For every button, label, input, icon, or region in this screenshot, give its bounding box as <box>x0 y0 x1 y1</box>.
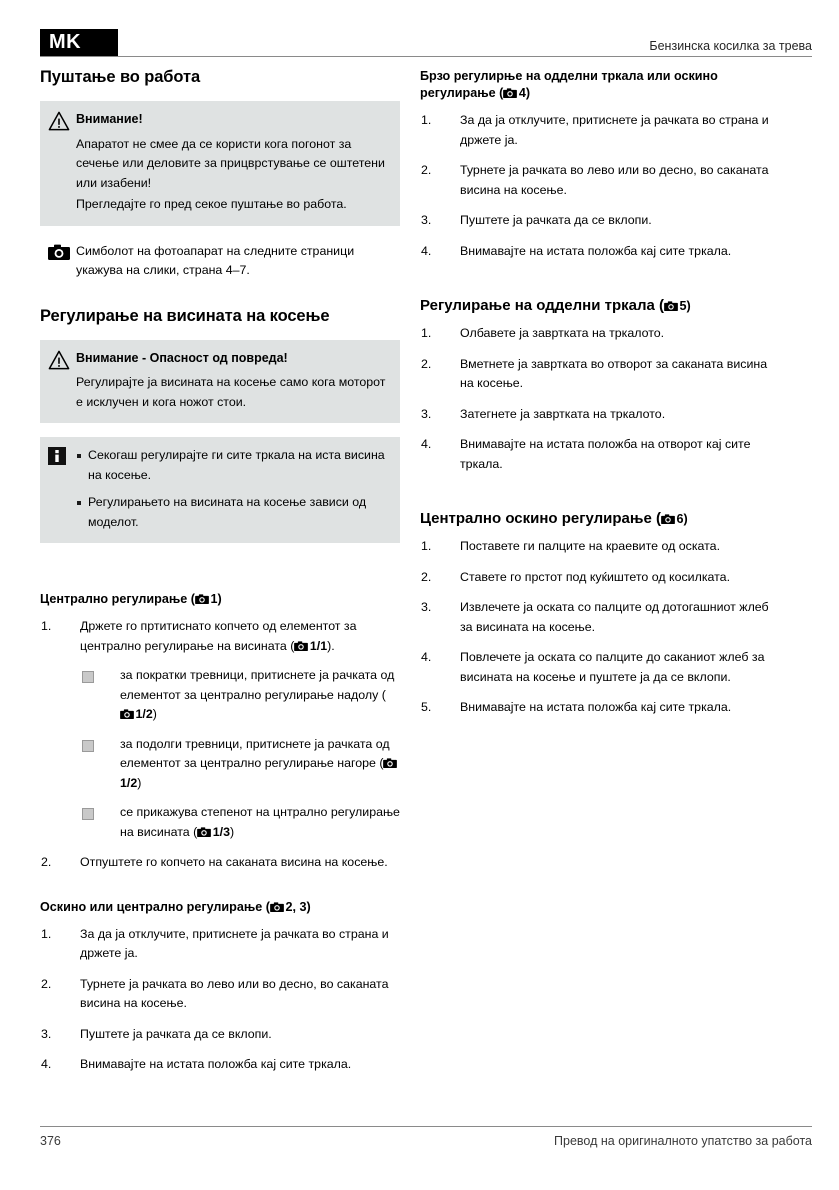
warning-box-paragraph: Прегледајте го пред секое пуштање во работа. <box>76 197 347 211</box>
list-item <box>80 735 400 794</box>
subheading-text: Регулирање на одделни тркала ( <box>420 297 665 314</box>
camera-icon <box>294 639 310 653</box>
page-title: Пуштање во работа <box>40 68 201 86</box>
subheading-quick-adjustment <box>420 68 780 102</box>
list-item: Олбавете ја завртката на тркалото. <box>460 326 665 340</box>
subheading-text: Брзо регулирње на одделни тркала или оскино регулирање ( <box>420 69 718 100</box>
subheading-central-adjustment <box>40 591 400 608</box>
list-item <box>40 853 400 873</box>
spacer <box>40 427 400 437</box>
warning-box-operation <box>40 101 400 226</box>
steps-list-single <box>420 324 780 474</box>
section-title-cutting-height: Регулирање на висината на косење <box>40 306 330 325</box>
steps-list-central <box>40 617 400 873</box>
list-item: Извлечете ја оската со палците од дотогашниот жлеб за висината на косење. <box>460 600 769 634</box>
camera-icon <box>120 707 136 721</box>
figure-reference: 1/2 <box>120 775 138 790</box>
list-item <box>80 803 400 842</box>
warning-box-title: Внимание - Опасност од повреда! <box>76 350 288 365</box>
subheading-central-axle <box>420 510 780 528</box>
camera-icon <box>48 242 76 260</box>
list-item: Пуштете ја рачката да се вклопи. <box>460 213 652 227</box>
step-text: Држете го пртитиснато копчето од елементот за централно регулирање на висината ( <box>80 619 357 653</box>
bullet-text-tail: ) <box>230 824 235 839</box>
subheading-text: Централно оскино регулирање ( <box>420 510 661 527</box>
list-item: Секогаш регулирајте ги сите тркала на иста висина на косење. <box>76 446 390 485</box>
left-column <box>40 68 400 1075</box>
warning-triangle-icon <box>48 110 76 131</box>
page-footer <box>40 1126 812 1148</box>
bullet-text-tail: ) <box>137 775 142 790</box>
info-box-body <box>76 446 390 532</box>
camera-icon <box>664 299 680 313</box>
camera-icon <box>195 592 211 606</box>
list-item <box>80 666 400 725</box>
figure-reference: 1/3 <box>212 824 230 839</box>
spacer <box>40 573 400 591</box>
language-badge: MK <box>40 29 118 56</box>
warning-box-paragraph: Апаратот не смее да се користи кога погонот за сечење или деловите за прицврстување се оштетени или изабени! <box>76 136 385 190</box>
warning-box-injury <box>40 340 400 424</box>
spacer <box>420 287 780 297</box>
figure-reference: 2, 3 <box>285 899 307 914</box>
sub-bullet-list <box>80 666 400 842</box>
camera-icon <box>503 86 519 100</box>
subheading-close: ) <box>683 512 688 526</box>
figure-reference: 6 <box>676 512 684 526</box>
subheading-close: ) <box>217 592 222 606</box>
bullet-text: се прикажува степенот на цнтрално регулирање на висината ( <box>120 805 400 839</box>
header-title: Бензинска косилка за трева <box>649 39 812 53</box>
warning-box-paragraph: Регулирајте ја висината на косење само кога моторот е исклучен и кога ножот стои. <box>76 375 386 409</box>
camera-icon <box>270 900 286 914</box>
figure-reference: 5 <box>679 299 687 313</box>
spacer <box>40 547 400 573</box>
camera-note-text: Симболот на фотоапарат на следните страници укажува на слики, страна 4–7. <box>76 243 355 277</box>
warning-box-body <box>76 110 390 215</box>
footer-row <box>40 1127 812 1148</box>
list-item: Вметнете ја завртката во отворот за саканата висина на косење. <box>460 356 768 390</box>
camera-icon <box>383 756 399 770</box>
steps-list-quick <box>420 111 780 261</box>
subheading-text: Централно регулирање ( <box>40 592 195 606</box>
page-header <box>40 28 812 57</box>
bullet-text: за подолги тревници, притиснете ја рачката од елементот за централно регулирање нагоре ( <box>120 736 390 770</box>
step-text-tail: ). <box>327 638 335 653</box>
list-item: Внимавајте на истата положба кај сите тркала. <box>460 700 732 714</box>
steps-list-axle <box>40 925 400 1075</box>
figure-reference: 4 <box>518 86 526 100</box>
subheading-close: ) <box>686 299 691 313</box>
spacer <box>40 230 400 240</box>
spacer <box>420 500 780 510</box>
subheading-close: ) <box>306 899 311 914</box>
bullet-text-tail: ) <box>152 707 157 721</box>
spacer <box>420 474 780 500</box>
list-item: За да ја отклучите, притиснете ја рачката во страна и држете ја. <box>80 926 389 960</box>
footer-note: Превод на оригиналното упатство за работа <box>554 1134 812 1148</box>
list-item: Затегнете ја завртката на тркалото. <box>460 406 666 421</box>
list-item: Турнете ја рачката во лево или во десно, во саканата висина на косење. <box>460 163 769 197</box>
spacer <box>40 281 400 307</box>
right-column <box>420 68 780 718</box>
info-box-wheels <box>40 437 400 543</box>
list-item: Внимавајте на истата положба кај сите тркала. <box>80 1057 352 1071</box>
warning-triangle-icon <box>48 349 76 370</box>
subheading-text: Оскино или централно регулирање ( <box>40 899 270 914</box>
warning-box-title: Внимание! <box>76 112 143 126</box>
spacer <box>40 873 400 899</box>
camera-symbol-note <box>40 240 400 281</box>
header-row <box>40 28 812 56</box>
info-bullet-list <box>76 446 390 532</box>
list-item: Турнете ја рачката во лево или во десно, во саканата висина на косење. <box>80 976 389 1010</box>
bullet-text: за пократки тревници, притиснете ја рачката од елементот за централно регулирање надолу ( <box>120 668 395 702</box>
list-item: Повлечете ја оската со палците до саканиот жлеб за висината на косење и пуштете ја да се вклопи. <box>460 650 765 684</box>
warning-box-body <box>76 349 390 413</box>
steps-list-central-axle <box>420 537 780 718</box>
list-item: Внимавајте на истата положба на отворот кај сите тркала. <box>460 437 751 471</box>
info-icon <box>48 446 76 465</box>
figure-reference: 1/1 <box>309 638 328 653</box>
figure-reference: 1 <box>210 592 218 606</box>
subheading-close: ) <box>525 86 531 100</box>
page-number: 376 <box>40 1134 61 1148</box>
list-item: Регулирањето на висината на косење зависи од моделот. <box>76 493 390 532</box>
step-text: Отпуштете го копчето на саканата висина на косење. <box>80 855 388 869</box>
header-divider <box>40 56 812 57</box>
list-item: Внимавајте на истата положба кај сите тркала. <box>460 243 732 258</box>
figure-reference: 1/2 <box>135 707 153 721</box>
subheading-axle-or-central <box>40 899 400 916</box>
camera-icon <box>661 512 677 526</box>
spacer <box>420 261 780 287</box>
list-item: Поставете ги палците на краевите од оската. <box>460 539 721 553</box>
camera-icon <box>197 825 213 839</box>
list-item <box>40 617 400 842</box>
list-item: Пуштете ја рачката да се вклопи. <box>80 1026 272 1041</box>
subheading-single-wheel <box>420 297 780 315</box>
list-item: За да ја отклучите, притиснете ја рачката во страна и држете ја. <box>460 113 769 147</box>
list-item: Ставете го прстот под куќиштето од косилката. <box>460 569 731 584</box>
